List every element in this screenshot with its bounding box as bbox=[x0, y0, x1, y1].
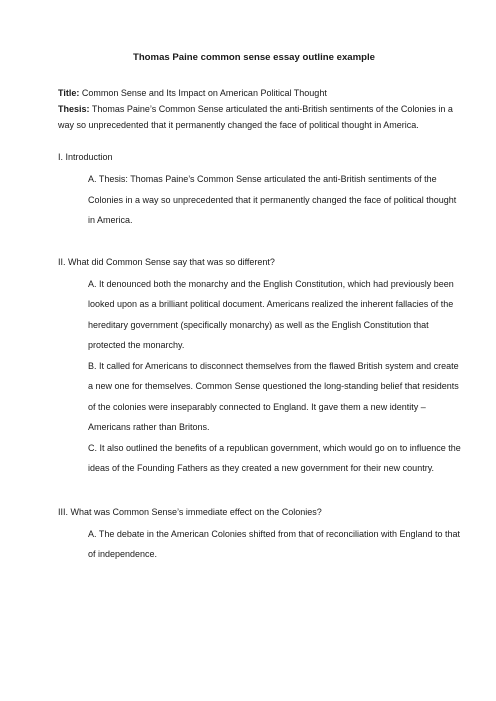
title-text: Common Sense and Its Impact on American Political Thought bbox=[81, 88, 327, 98]
outline-section-introduction bbox=[58, 151, 462, 231]
thesis-text: Thomas Paine’s Common Sense articulated the anti-British sentiments of the Colonies in a way so unprecedented that it permanently changed the face of political thought in America. bbox=[58, 104, 453, 130]
outline-section-difference bbox=[58, 256, 462, 479]
essay-title-line bbox=[58, 85, 462, 101]
section-points bbox=[58, 524, 462, 565]
outline-point: A. It denounced both the monarchy and the English Constitution, which had previously been looked upon as a brilliant political document. Americans realized the inherent fallacies of the hereditary government (specifically monarchy) as well as the English Constitution that protected the monarchy. bbox=[88, 278, 454, 350]
outline-point: A. The debate in the American Colonies shifted from that of reconciliation with England to that of independence. bbox=[88, 528, 461, 559]
outline-point: B. It called for Americans to disconnect themselves from the flawed British system and create a new one for themselves. Common Sense questioned the long-standing belief that residents of the colonies were inseparably connected to England. It gave them a new identity – Americans rather than Britons. bbox=[88, 360, 459, 432]
outline-section-effect bbox=[58, 506, 462, 565]
outline-point: C. It also outlined the benefits of a republican government, which would go on to influence the ideas of the Founding Fathers as they created a new government for their new country. bbox=[88, 442, 461, 473]
section-heading: III. What was Common Sense’s immediate effect on the Colonies? bbox=[58, 506, 322, 517]
document-heading: Thomas Paine common sense essay outline example bbox=[132, 52, 376, 63]
title-label: Title: bbox=[58, 88, 80, 98]
section-heading: II. What did Common Sense say that was so different? bbox=[58, 256, 275, 267]
section-points bbox=[58, 274, 462, 479]
essay-meta bbox=[58, 85, 462, 133]
section-heading: I. Introduction bbox=[58, 152, 113, 162]
outline-point: A. Thesis: Thomas Paine’s Common Sense articulated the anti-British sentiments of the Colonies in a way so unprecedented that it permanently changed the face of political thought in America. bbox=[88, 174, 457, 225]
section-points bbox=[58, 169, 462, 231]
thesis-label: Thesis: bbox=[58, 104, 90, 114]
essay-thesis-line bbox=[58, 101, 462, 133]
